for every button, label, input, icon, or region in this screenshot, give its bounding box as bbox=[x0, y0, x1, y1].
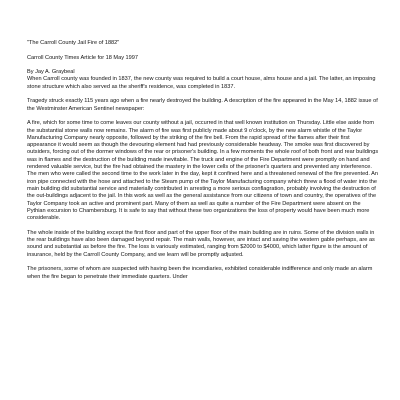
paragraph-5: The prisoners, some of whom are suspected with having been the incendiaries, exhibited considerable indifference and only made an alarm when the fire began to penetrate their immediate quarters. Under bbox=[27, 266, 373, 280]
paragraph-4: The whole inside of the building except the first floor and part of the upper floor of the main building are in ruins. Some of the division walls in the rear buildings have also been damaged beyond repair. The main walls, however, are intact and saving the western gable perhaps, are as sound and substantial as before the fire. The loss is variously estimated, ranging from $2000 to $4000, which latter figure is the amount of insurance, held by the Carroll County Company, and we learn will be promptly adjusted. bbox=[27, 229, 375, 258]
article-byline: By Jay A. Graybeal bbox=[27, 69, 75, 76]
paragraph-1: When Carroll county was founded in 1837, the new county was required to build a court house, alms house and a jail. The latter, an imposing stone structure which also served as the sheriff's residence, was completed in 1837. bbox=[27, 76, 376, 90]
article-body bbox=[27, 40, 379, 281]
paragraph-3: A fire, which for some time to come leaves our county without a jail, occurred in that well known institution on Thursday. Little else aside from the substantial stone walls now remains. The alarm of fire was first publicly made about 9 o'clock, by the new alarm whistle of the Taylor Manufacturing Company nearly opposite, followed by the striking of the fire bell. From the rapid spread of the flames after their first appearance it would seem as though the devouring element had had previously considerable headway. The smoke was first discovered by outsiders, forcing out of the dormer windows of the rear or prisoner's building. In a few moments the whole roof of both front and rear buildings was in flames and the destruction of the building made inevitable. The truck and engine of the Fire Department were promptly on hand and rendered valuable service, but the fire had obtained the mastery in the lower cells of the prisoner's quarters and prevented any interference. The men who were called the second time to the work later in the day, kept it confined here and a threatened renewal of the fire prevented. An iron pipe connected with the hose and attached to the Steam pump of the Taylor Manufacturing company which threw a flood of water into the main building did substantial service and materially contributed in arresting a more serious conflagration, probably involving the destruction of the out-buildings adjacent to the jail. In this work as well as the general assistance from our citizens of town and country, the operatives of the Taylor Company took an active and prominent part. Many of them as well as quite a number of the Fire Department were absent on the Pythian excursion to Chambersburg. It is safe to say that without these two organizations the loss of property would have been much more considerable. bbox=[27, 120, 379, 222]
paragraph-2: Tragedy struck exactly 115 years ago when a fire nearly destroyed the building. A description of the fire appeared in the May 14, 1882 issue of the Westminster American Sentinel newspaper: bbox=[27, 98, 378, 112]
article-title: "The Carroll County Jail Fire of 1882" bbox=[27, 40, 120, 46]
article-subtitle: Carroll County Times Article for 18 May 1997 bbox=[27, 54, 138, 61]
